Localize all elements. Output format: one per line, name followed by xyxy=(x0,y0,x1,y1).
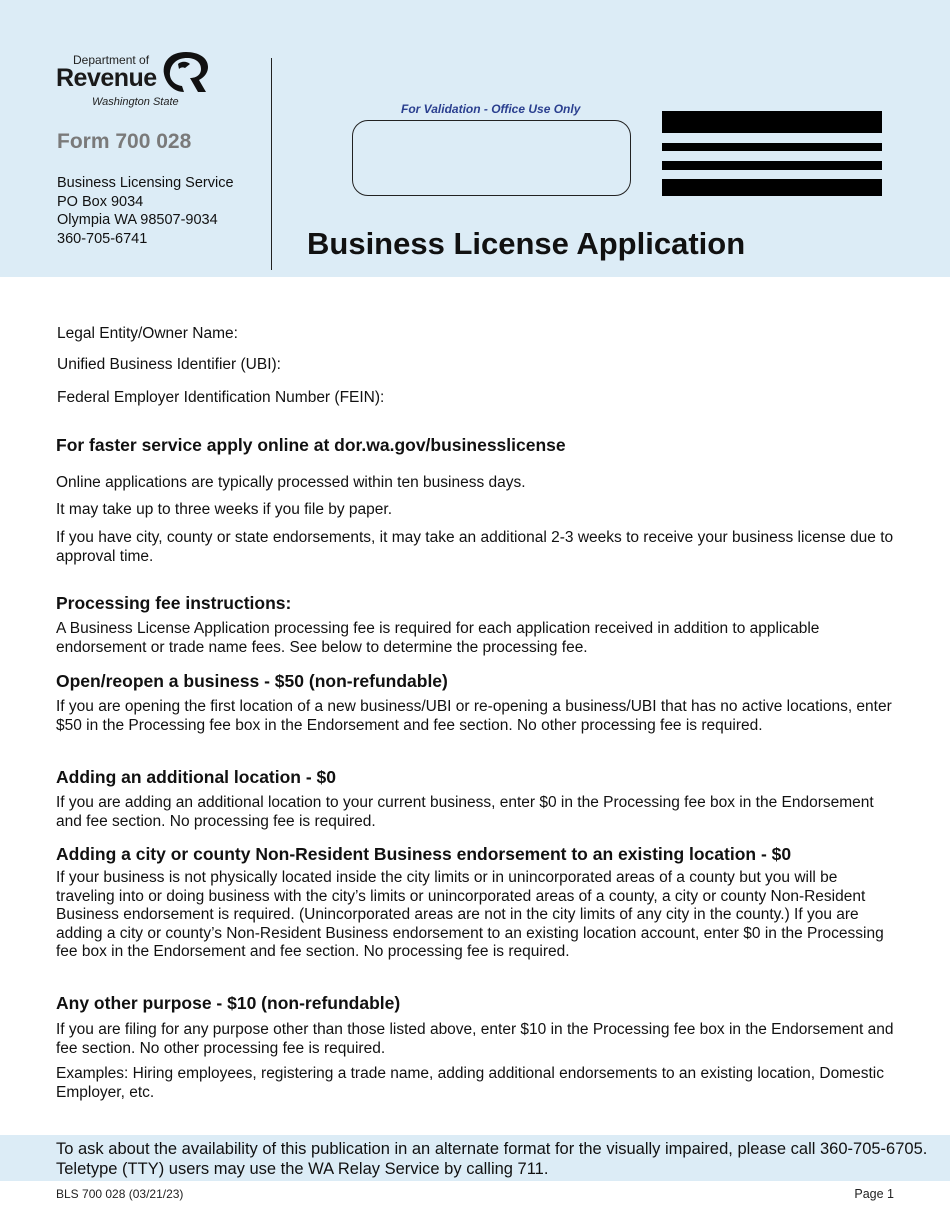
open-business-text: If you are opening the first location of a new business/UBI or re-opening a business/UBI that has no active locations, enter $50 in the Processing fee box in the Endorsement and fee section. No other processing fee is required. xyxy=(56,698,892,734)
accessibility-notice: To ask about the availability of this publication in an alternate format for the visually impaired, please call 360-705-6705. Teletype (TTY) users may use the WA Relay Service by calling 711. xyxy=(56,1140,928,1178)
online-text-2: It may take up to three weeks if you file by paper. xyxy=(56,501,393,518)
page-title: Business License Application xyxy=(307,226,746,261)
validation-label: For Validation - Office Use Only xyxy=(401,102,581,116)
mailing-address xyxy=(57,174,234,248)
barcode-bar xyxy=(662,161,882,170)
address-line: PO Box 9034 xyxy=(57,193,144,210)
online-text-3: If you have city, county or state endorsements, it may take an additional 2-3 weeks to receive your business license due to approval time. xyxy=(56,529,894,565)
additional-location-text: If you are adding an additional location to your current business, enter $0 in the Processing fee box in the Endorsement and fee section. No processing fee is required. xyxy=(56,794,874,830)
form-number: Form 700 028 xyxy=(57,130,192,153)
dor-logo xyxy=(56,50,216,112)
fein-label: Federal Employer Identification Number (FEIN): xyxy=(57,389,385,406)
page-number: Page 1 xyxy=(854,1187,894,1201)
fee-intro: A Business License Application processing fee is required for each application received in addition to applicable endorsement or trade name fees. See below to determine the processing fee. xyxy=(56,620,820,656)
revenue-r-logo-icon xyxy=(160,50,212,94)
online-text-1: Online applications are typically processed within ten business days. xyxy=(56,474,526,491)
other-purpose-heading: Any other purpose - $10 (non-refundable) xyxy=(56,993,401,1013)
address-line: Business Licensing Service xyxy=(57,175,234,191)
additional-location-heading: Adding an additional location - $0 xyxy=(56,767,337,787)
legal-name-label: Legal Entity/Owner Name: xyxy=(57,325,238,342)
header-divider xyxy=(271,58,272,270)
barcode-bar xyxy=(662,143,882,151)
form-code: BLS 700 028 (03/21/23) xyxy=(56,1187,184,1201)
fee-heading: Processing fee instructions: xyxy=(56,593,292,613)
nonresident-heading: Adding a city or county Non-Resident Business endorsement to an existing location - $0 xyxy=(56,844,792,864)
logo-dept-text: Department of xyxy=(73,53,150,67)
examples-text: Examples: Hiring employees, registering a trade name, adding additional endorsements to an existing location, Domestic Employer, etc. xyxy=(56,1065,884,1101)
barcode-bar xyxy=(662,111,882,133)
other-purpose-text: If you are filing for any purpose other than those listed above, enter $10 in the Processing fee box in the Endorsement and fee section. No other processing fee is required. xyxy=(56,1021,894,1057)
nonresident-text: If your business is not physically located inside the city limits or in unincorporated areas of a county but you will be traveling into or doing business with the city’s limits or unincorporated areas of a county, a city or county Non-Resident Business endorsement is required. (Unincorporated areas are not in the city limits of any city in the county.) If you are adding a city or county’s Non-Resident Business endorsement to an existing location account, enter $0 in the Processing fee box in the Endorsement and fee section. No processing fee is required. xyxy=(56,869,884,961)
barcode-bar xyxy=(662,179,882,196)
address-phone: 360-705-6741 xyxy=(57,230,148,247)
open-business-heading: Open/reopen a business - $50 (non-refundable) xyxy=(56,671,448,691)
logo-state-text: Washington State xyxy=(92,96,179,108)
barcode xyxy=(662,111,882,197)
logo-revenue-text: Revenue xyxy=(56,64,157,92)
address-line: Olympia WA 98507-9034 xyxy=(57,212,218,228)
ubi-label: Unified Business Identifier (UBI): xyxy=(57,356,281,373)
validation-box xyxy=(352,120,631,196)
online-heading: For faster service apply online at dor.wa.gov/businesslicense xyxy=(56,435,566,455)
